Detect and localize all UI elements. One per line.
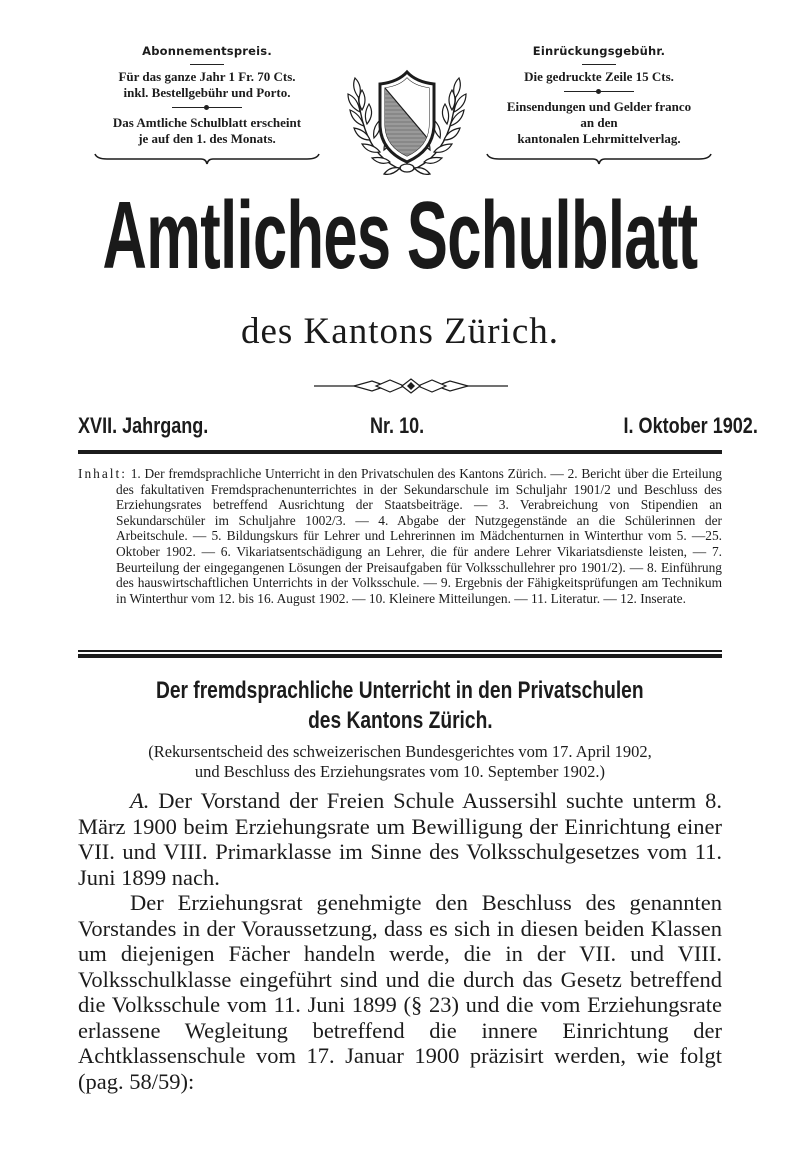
contents-label: Inhalt:: [78, 466, 127, 481]
thin-rule: [78, 650, 722, 652]
info-line: an den: [580, 115, 618, 130]
brace-icon: [93, 153, 321, 165]
section-marker: A.: [130, 788, 150, 813]
note-line: (Rekursentscheid des schweizerischen Bundesgerichtes vom 17. April 1902,: [148, 742, 652, 761]
issue-date: I. Oktober 1902.: [623, 413, 758, 438]
thick-rule: [78, 450, 722, 454]
paragraph: [78, 890, 722, 1094]
insertion-fee-box: [476, 44, 722, 169]
contents-text: 1. Der fremdsprachliche Unterricht in den Privatschulen des Kantons Zürich. — 2. Bericht über die Erteilung des fakultativen Fremdsprachenunterrichtes in der Sekundarschule im Schuljahr 1901/2 und Beschluss des Erziehungsrates betreffend Ausrichtung der Staatsbeiträge. — 3. Verabreichung von Stipendien an Sekundarschüler im Schuljahre 1002/3. — 4. Abgabe der Nutzgegenstände an die Schülerinnen der Arbeitschule. — 5. Bildungskurs für Lehrer und Lehrerinnen im Mädchenturnen in Winterthur vom 5. —25. Oktober 1902. — 6. Vikariatsentschädigung an Lehrer, die für andere Lehrer Vikariatsdienste leisten, — 7. Beurteilung der eingegangenen Lösungen der Preisaufgaben für Volksschullehrer pro 1901/2). — 8. Einführung des hauswirtschaftlichen Unterrichts in der Volksschule. — 9. Ergebnis der Fähigkeitsprüfungen am Technikum in Winterthur vom 12. bis 16. August 1902. — 10. Kleinere Mitteilungen. — 11. Literatur. — 12. Inserate.: [116, 466, 722, 606]
article-title-line: Der fremdsprachliche Unterricht in den Privatschulen: [156, 677, 644, 704]
price-line: inkl. Bestellgebühr und Porto.: [123, 85, 291, 100]
subscription-price-box: [78, 44, 336, 169]
insertion-fee-heading: Einrückungsgebühr.: [532, 44, 666, 58]
info-line: Das Amtliche Schulblatt erscheint: [112, 115, 302, 130]
article-title-line: des Kantons Zürich.: [307, 707, 493, 734]
table-of-contents: [78, 466, 722, 606]
price-line: Die gedruckte Zeile 15 Cts.: [524, 69, 674, 84]
zurich-crest-icon: [340, 58, 474, 180]
dot-divider-icon: [564, 87, 634, 96]
note-line: und Beschluss des Erziehungsrates vom 10. September 1902.): [194, 762, 606, 781]
subscription-price-heading: Abonnementspreis.: [142, 44, 272, 58]
volume-label: XVII. Jahrgang.: [78, 413, 209, 438]
issue-line: [78, 412, 758, 440]
article-source-note: [74, 742, 726, 782]
article-title: [78, 676, 722, 736]
dot-divider-icon: [172, 103, 242, 112]
ornamental-divider-icon: [314, 376, 508, 396]
brace-icon: [485, 153, 713, 165]
divider: [190, 64, 224, 65]
info-line: je auf den 1. des Monats.: [138, 131, 276, 146]
price-line: Für das ganze Jahr 1 Fr. 70 Cts.: [118, 69, 296, 84]
issue-number: Nr. 10.: [370, 413, 425, 438]
paragraph-text: Der Vorstand der Freien Schule Aussersihl suchte unterm 8. März 1900 beim Erziehungsrate um Bewilligung der Einrichtung einer VII. und VIII. Primarklasse im Sinne des Volksschulgesetzes vom 11. Juni 1899 nach.: [78, 788, 722, 890]
thick-rule: [78, 654, 722, 658]
info-line: Einsendungen und Gelder franco: [506, 99, 692, 114]
divider: [582, 64, 616, 65]
article-body: [78, 788, 722, 1094]
masthead: [0, 182, 800, 296]
masthead-title: Amtliches Schulblatt: [102, 182, 698, 289]
paragraph-text: Der Erziehungsrat genehmigte den Beschluss des genannten Vorstandes in der Voraussetzung, dass es sich in diesen beiden Klassen um diejenigen Fächer handeln werde, die in der VII. und VIII. Volksschulklasse eingeführt sind und die durch das Gesetz betreffend die Volksschule vom 11. Juni 1899 (§ 23) und die vom Erziehungsrate erlassene Wegleitung betreffend die innere Einrichtung der Achtklassenschule vom 17. Januar 1900 präzisirt werden, wie folgt (pag. 58/59):: [78, 890, 722, 1094]
info-line: kantonalen Lehrmittelverlag.: [517, 131, 681, 146]
masthead-subtitle: des Kantons Zürich.: [240, 311, 560, 352]
paragraph: [78, 788, 722, 890]
